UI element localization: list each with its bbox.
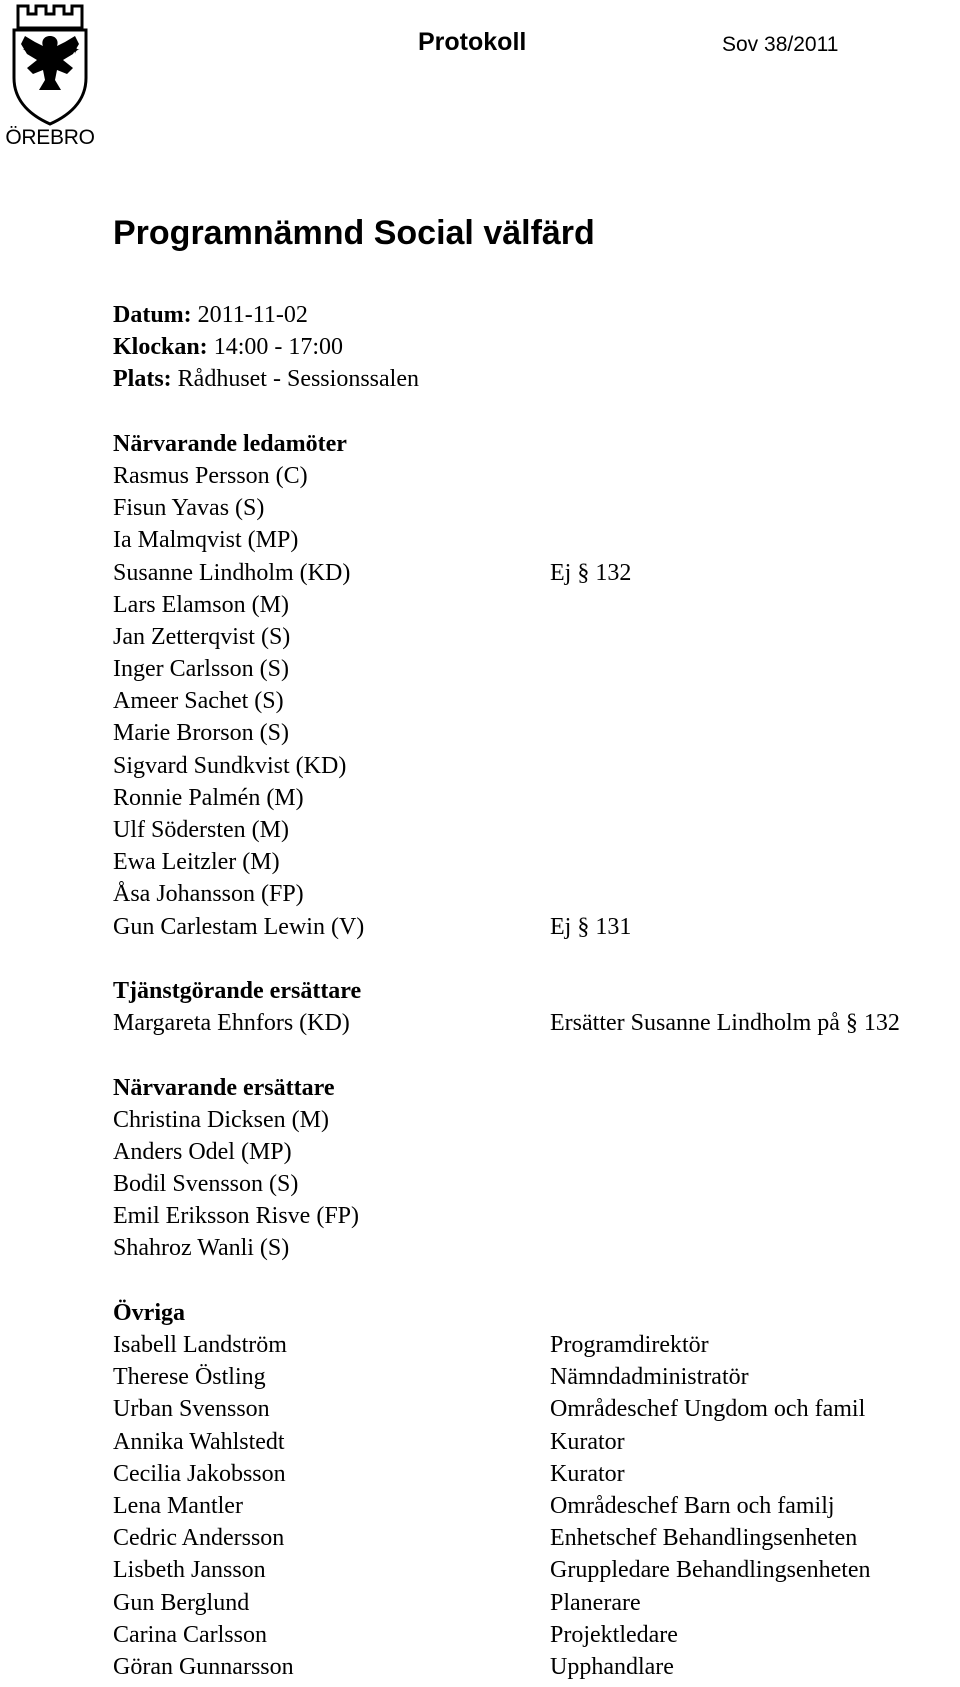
list-item [113, 1393, 953, 1425]
person-name: Annika Wahlstedt [113, 1428, 285, 1455]
person-name: Therese Östling [113, 1364, 266, 1391]
list-item [113, 492, 953, 524]
member-note: Ej § 132 [550, 559, 632, 586]
member-name: Susanne Lindholm (KD) [113, 559, 351, 586]
time-value: 14:00 - 17:00 [213, 334, 344, 361]
member-name: Inger Carlsson (S) [113, 656, 289, 683]
member-name: Sigvard Sundkvist (KD) [113, 752, 347, 779]
list-item [113, 1426, 953, 1458]
person-role: Nämndadministratör [550, 1364, 749, 1391]
logo-wordmark: ÖREBRO [5, 126, 95, 149]
person-name: Isabell Landström [113, 1332, 287, 1358]
list-item [113, 1361, 953, 1393]
place-value: Rådhuset - Sessionssalen [177, 366, 419, 393]
member-name: Marie Brorson (S) [113, 720, 289, 747]
svg-text:✦: ✦ [22, 43, 33, 57]
present-members-list [113, 460, 953, 943]
person-name: Cecilia Jakobsson [113, 1460, 286, 1487]
list-item [113, 1329, 953, 1361]
person-role: Kurator [550, 1428, 625, 1455]
section-heading-serving-substitutes: Tjänstgörande ersättare [113, 977, 362, 1004]
member-name: Lars Elamson (M) [113, 591, 289, 618]
list-item [113, 1651, 953, 1683]
document-reference: Sov 38/2011 [722, 33, 839, 56]
section-heading-present-substitutes: Närvarande ersättare [113, 1074, 335, 1101]
list-item [113, 1554, 953, 1586]
time-label: Klockan: [113, 334, 208, 361]
meeting-date [113, 299, 953, 331]
list-item [113, 782, 953, 814]
list-item [113, 750, 953, 782]
section-heading-others: Övriga [113, 1299, 185, 1326]
list-item: Emil Eriksson Risve (FP) [113, 1203, 360, 1230]
list-item [113, 557, 953, 589]
section-heading-present-members: Närvarande ledamöter [113, 430, 347, 457]
person-name: Urban Svensson [113, 1396, 270, 1423]
substitute-note: Ersätter Susanne Lindholm på § 132 [550, 1010, 900, 1037]
member-note: Ej § 131 [550, 913, 632, 940]
list-item [113, 1007, 953, 1039]
substitute-name: Margareta Ehnfors (KD) [113, 1010, 350, 1037]
date-value: 2011-11-02 [197, 302, 308, 328]
member-name: Ewa Leitzler (M) [113, 849, 280, 876]
list-item [113, 653, 953, 685]
list-item [113, 1522, 953, 1554]
list-item [113, 524, 953, 556]
person-name: Gun Berglund [113, 1589, 250, 1616]
person-name: Göran Gunnarsson [113, 1653, 294, 1680]
list-item [113, 1458, 953, 1490]
list-item [113, 911, 953, 943]
list-item [113, 1587, 953, 1619]
person-role: Områdeschef Barn och familj [550, 1492, 835, 1519]
person-role: Planerare [550, 1589, 641, 1616]
person-role: Upphandlare [550, 1653, 674, 1680]
list-item [113, 621, 953, 653]
person-role: Programdirektör [550, 1332, 709, 1358]
header-title: Protokoll [418, 28, 527, 56]
eagle-crest-icon [4, 2, 96, 127]
person-name: Cedric Andersson [113, 1525, 285, 1552]
list-item [113, 589, 953, 621]
list-item [113, 1619, 953, 1651]
page-title: Programnämnd Social välfärd [113, 214, 595, 252]
protocol-body [113, 299, 953, 1683]
list-item: Anders Odel (MP) [113, 1138, 292, 1165]
list-item [113, 1490, 953, 1522]
member-name: Fisun Yavas (S) [113, 495, 265, 522]
member-name: Ameer Sachet (S) [113, 688, 284, 715]
member-name: Jan Zetterqvist (S) [113, 623, 291, 650]
member-name: Ulf Södersten (M) [113, 817, 289, 843]
person-name: Lisbeth Jansson [113, 1557, 266, 1584]
list-item [113, 878, 953, 910]
person-role: Projektledare [550, 1621, 678, 1648]
list-item: Shahroz Wanli (S) [113, 1235, 290, 1262]
meeting-place [113, 363, 953, 395]
person-name: Lena Mantler [113, 1492, 243, 1519]
svg-text:✦: ✦ [70, 43, 81, 57]
member-name: Ronnie Palmén (M) [113, 784, 304, 811]
list-item [113, 460, 953, 492]
place-label: Plats: [113, 366, 172, 393]
list-item [113, 814, 953, 846]
list-item [113, 717, 953, 749]
list-item [113, 846, 953, 878]
person-name: Carina Carlsson [113, 1621, 267, 1648]
date-label: Datum: [113, 302, 192, 328]
list-item: Christina Dicksen (M) [113, 1106, 329, 1133]
person-role: Gruppledare Behandlingsenheten [550, 1557, 871, 1584]
person-role: Kurator [550, 1460, 625, 1487]
list-item [113, 685, 953, 717]
member-name: Gun Carlestam Lewin (V) [113, 913, 365, 940]
member-name: Rasmus Persson (C) [113, 462, 308, 489]
member-name: Åsa Johansson (FP) [113, 881, 304, 908]
person-role: Områdeschef Ungdom och famil [550, 1396, 866, 1423]
person-role: Enhetschef Behandlingsenheten [550, 1525, 858, 1552]
member-name: Ia Malmqvist (MP) [113, 527, 299, 554]
meeting-time [113, 331, 953, 363]
list-item: Bodil Svensson (S) [113, 1171, 299, 1198]
